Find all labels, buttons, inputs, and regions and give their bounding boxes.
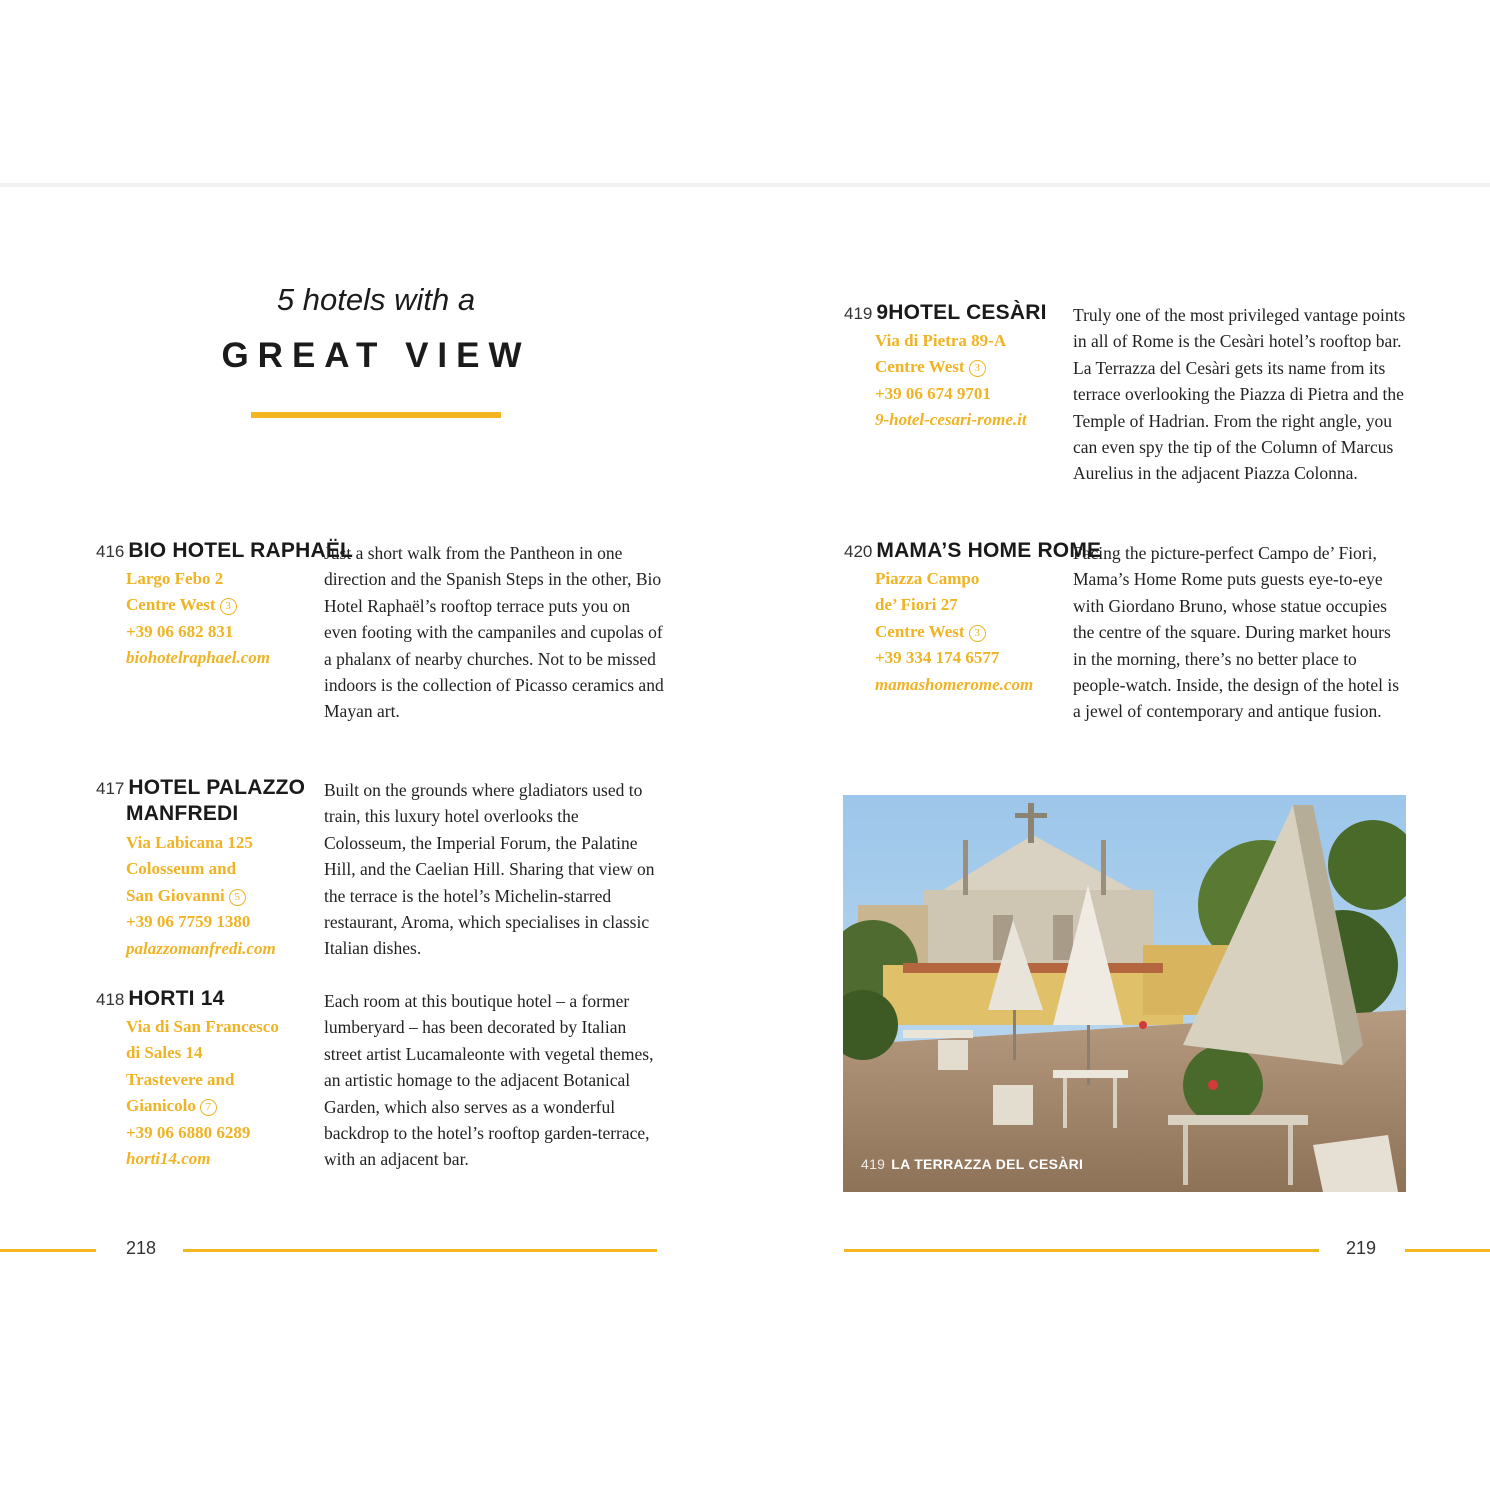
entry-420-info <box>875 566 1033 698</box>
district-continued: San Giovanni <box>126 885 225 905</box>
phone: +39 334 174 6577 <box>875 648 1000 668</box>
entry-name: HORTI 14 <box>128 987 225 1010</box>
entry-418-description: Each room at this boutique hotel – a former lumberyard – has been decorated by Italian street artist Lucamaleonte with vegetal themes, an artistic homage to the adjacent Botanical Garden, which also serves as a wonderful backdrop to the hotel’s rooftop garden-terrace, with an adjacent bar. <box>324 991 654 1170</box>
entry-name: MAMA’S HOME ROME <box>876 539 1102 562</box>
entry-417-description: Built on the grounds where gladiators used to train, this luxury hotel overlooks the Colosseum, the Imperial Forum, the Palatine Hill, and the Caelian Hill. Sharing that view on the terrace is the hotel’s Michelin-starred restaurant, Aroma, which specialises in classic Italian dishes. <box>324 780 655 959</box>
photo-caption <box>861 1156 1083 1172</box>
entry-420-heading <box>844 538 1101 565</box>
district-badge-icon: 3 <box>220 598 237 615</box>
entry-417-info <box>126 830 276 962</box>
footer-rule-left-inner <box>183 1249 657 1252</box>
website-link[interactable]: biohotelraphael.com <box>126 648 271 668</box>
section-title-line2: GREAT VIEW <box>221 336 531 375</box>
address: Via di Pietra 89-A <box>875 331 1007 350</box>
phone: +39 06 7759 1380 <box>126 912 251 932</box>
entry-417-heading <box>96 775 305 802</box>
entry-name-continued: MANFREDI <box>126 802 239 825</box>
entry-419-description: Truly one of the most privileged vantage points in all of Rome is the Cesàri hotel’s rooftop bar. La Terrazza del Cesàri gets its name from its terrace overlooking the Piazza di Pietra and the Temple of Hadrian. From the right angle, you can even spy the tip of the Column of Marcus Aurelius in the adjacent Piazza Colonna. <box>1073 305 1406 484</box>
caption-name: LA TERRAZZA DEL CESÀRI <box>891 1156 1084 1172</box>
address-continued: de’ Fiori 27 <box>875 595 958 615</box>
entry-420-description: Facing the picture-perfect Campo de’ Fiori, Mama’s Home Rome puts guests eye-to-eye with Giordano Bruno, whose statue occupies the centre of the square. During market hours in the morning, there’s no better place to people-watch. Inside, the design of the hotel is a jewel of contemporary and antique fusion. <box>1073 543 1400 722</box>
address: Via di San Francesco <box>126 1017 279 1036</box>
footer-rule-left-outer <box>0 1249 96 1252</box>
website-link[interactable]: 9-hotel-cesari-rome.it <box>875 410 1027 430</box>
entry-419-heading <box>844 300 1047 327</box>
entry-number: 420 <box>844 542 873 561</box>
district: Trastevere and <box>126 1069 235 1089</box>
footer-rule-right-outer <box>1405 1249 1490 1252</box>
entry-number: 417 <box>96 779 125 798</box>
page-number-left: 218 <box>126 1238 157 1258</box>
district-badge-icon: 3 <box>969 625 986 642</box>
district-badge-icon: 5 <box>229 889 246 906</box>
entry-418-info <box>126 1014 279 1172</box>
entry-name: 9HOTEL CESÀRI <box>876 301 1047 324</box>
entry-418-heading <box>96 986 225 1013</box>
address: Piazza Campo <box>875 569 980 588</box>
entry-416-info <box>126 566 270 672</box>
phone: +39 06 6880 6289 <box>126 1122 251 1142</box>
entry-416-heading <box>96 538 353 565</box>
entry-416-description: Just a short walk from the Pantheon in one direction and the Spanish Steps in the other, Bio Hotel Raphaël’s rooftop terrace puts you on even footing with the campaniles and cupolas of a phalanx of nearby churches. Not to be missed indoors is the collection of Picasso ceramics and Mayan art. <box>324 543 664 722</box>
address: Largo Febo 2 <box>126 569 224 588</box>
entry-name: HOTEL PALAZZO <box>128 776 306 799</box>
website-link[interactable]: horti14.com <box>126 1149 211 1169</box>
entry-number: 419 <box>844 304 873 323</box>
website-link[interactable]: palazzomanfredi.com <box>126 938 276 958</box>
district: Centre West <box>875 357 965 377</box>
caption-number: 419 <box>861 1156 886 1172</box>
phone: +39 06 682 831 <box>126 621 234 641</box>
title-underline <box>251 412 501 418</box>
district-continued: Gianicolo <box>126 1096 196 1116</box>
entry-name: BIO HOTEL RAPHAËL <box>128 539 354 562</box>
district-badge-icon: 7 <box>200 1099 217 1116</box>
website-link[interactable]: mamashomerome.com <box>875 674 1034 694</box>
phone: +39 06 674 9701 <box>875 383 991 403</box>
district: Centre West <box>875 621 965 641</box>
terrace-photo <box>843 795 1406 1192</box>
entry-417-heading-line2 <box>126 801 238 827</box>
district-badge-icon: 3 <box>969 360 986 377</box>
address-continued: di Sales 14 <box>126 1043 203 1063</box>
entry-419-info <box>875 328 1027 434</box>
entry-number: 416 <box>96 542 125 561</box>
entry-number: 418 <box>96 990 125 1009</box>
section-title-line1: 5 hotels with a <box>276 282 476 317</box>
footer-rule-right-inner <box>844 1249 1319 1252</box>
district: Centre West <box>126 595 216 615</box>
district: Colosseum and <box>126 859 237 879</box>
address: Via Labicana 125 <box>126 833 253 852</box>
page-number-right: 219 <box>1346 1238 1377 1258</box>
